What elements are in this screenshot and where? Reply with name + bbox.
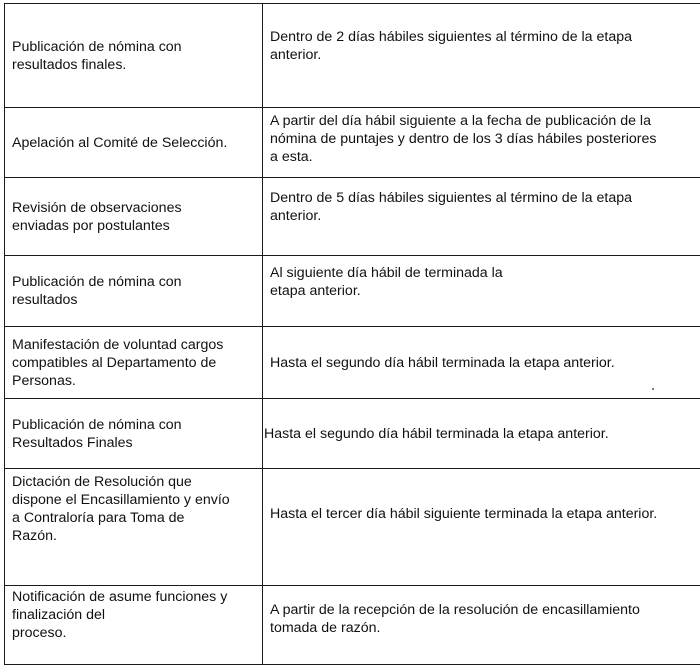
stage-cell: Publicación de nómina con Resultados Finales [5,399,263,469]
table-row [5,586,700,665]
stage-cell: Manifestación de voluntad cargos compatibles al Departamento de Personas. [5,327,263,399]
deadline-cell: Hasta el tercer día hábil siguiente terminada la etapa anterior. [263,469,700,586]
stage-cell: Dictación de Resolución que dispone el Encasillamiento y envío a Contraloría para Toma de Razón. [5,469,263,586]
table-row [5,327,700,399]
deadline-cell: A partir de la recepción de la resolución de encasillamiento tomada de razón. [263,586,700,665]
stage-cell: Publicación de nómina con resultados finales. [5,4,263,108]
deadline-cell: Dentro de 2 días hábiles siguientes al término de la etapa anterior. [263,4,700,108]
stage-cell: Revisión de observaciones enviadas por postulantes [5,178,263,256]
schedule-document [4,3,697,567]
table-row [5,178,700,256]
table-row [5,256,700,327]
table-row [5,469,700,586]
deadline-cell: Hasta el segundo día hábil terminada la etapa anterior. [263,327,700,399]
table-row [5,108,700,178]
schedule-table [4,3,700,665]
deadline-cell: Hasta el segundo día hábil terminada la etapa anterior. [263,399,700,469]
deadline-cell: A partir del día hábil siguiente a la fecha de publicación de la nómina de puntajes y dentro de los 3 días hábiles posteriores a esta. [263,108,700,178]
stage-cell: Notificación de asume funciones y finalización del proceso. [5,586,263,665]
table-row [5,399,700,469]
scan-speck [652,388,654,390]
deadline-cell: Al siguiente día hábil de terminada la etapa anterior. [263,256,700,327]
stage-cell: Apelación al Comité de Selección. [5,108,263,178]
deadline-cell: Dentro de 5 días hábiles siguientes al término de la etapa anterior. [263,178,700,256]
stage-cell: Publicación de nómina con resultados [5,256,263,327]
table-row [5,4,700,108]
